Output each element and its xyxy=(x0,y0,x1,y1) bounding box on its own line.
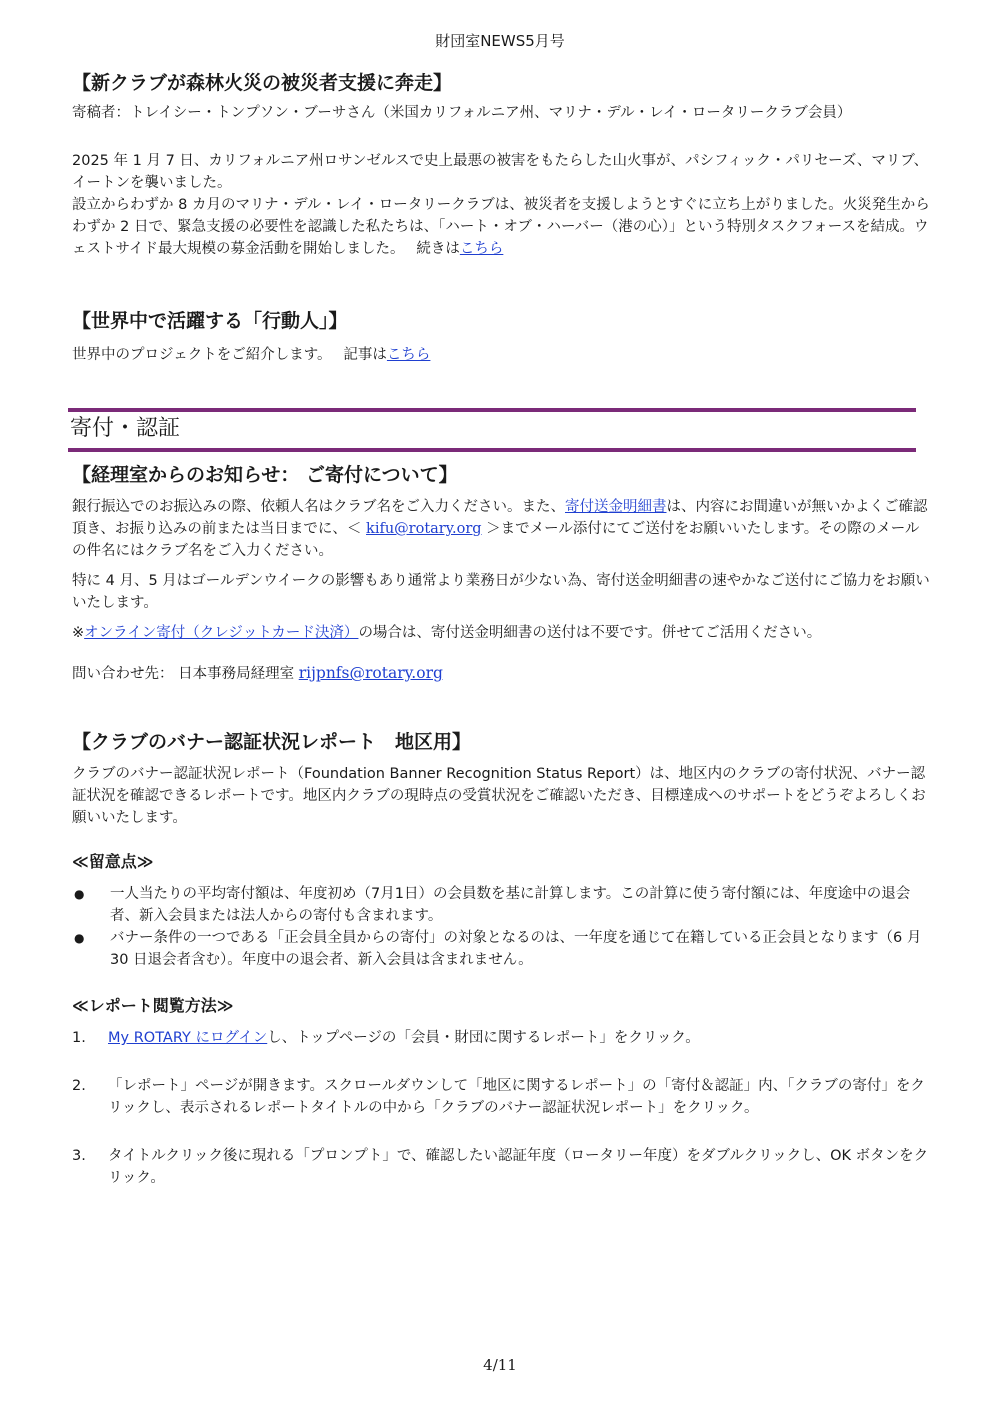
online-donation-link[interactable]: オンライン寄付（クレジットカード決済） xyxy=(84,625,359,641)
note-mark: ※ xyxy=(72,625,85,641)
page-content xyxy=(72,70,932,1189)
list-item xyxy=(72,927,932,971)
notice-p1-text-a: 銀行振込でのお振込みの際、依頼人名はクラブ名をご入力ください。また、 xyxy=(72,499,565,515)
my-rotary-login-link[interactable]: My ROTARY にログイン xyxy=(108,1030,268,1046)
report-heading: 【クラブのバナー認証状況レポート 地区用】 xyxy=(72,731,472,753)
article-paragraph-1: 2025 年 1 月 7 日、カリフォルニア州ロサンゼルスで史上最悪の被害をもたらした山火事が、パシフィック・パリセーズ、マリブ、イートンを襲いました。 xyxy=(72,153,929,191)
article-heading-wildfire: 【新クラブが森林火災の被災者支援に奔走】 xyxy=(72,72,453,94)
page-number: 4/11 xyxy=(483,1356,517,1374)
step-text: タイトルクリック後に現れる「プロンプト」で、確認したい認証年度（ロータリー年度）をダブルクリックし、OK ボタンをクリック。 xyxy=(108,1148,929,1186)
continue-reading-link[interactable]: こちら xyxy=(459,241,504,257)
contact-email-link[interactable]: rijpnfs@rotary.org xyxy=(298,664,443,682)
section-title-bar xyxy=(68,408,916,452)
note-text: 一人当たりの平均寄付額は、年度初め（7月1日）の会員数を基に計算します。この計算に使う寄付額には、年度途中の退会者、新入会員または法人からの寄付も含まれます。 xyxy=(110,886,911,924)
step-number: 2. xyxy=(72,1078,86,1094)
step-number: 1. xyxy=(72,1030,86,1046)
notice-paragraph-2: 特に 4 月、5 月はゴールデンウイークの影響もあり通常より業務日が少ない為、寄付送金明細書の速やかなご送付にご協力をお願いいたします。 xyxy=(72,573,930,611)
step-text: 「レポート」ページが開きます。スクロールダウンして「地区に関するレポート」の「寄付＆認証」内、「クラブの寄付」をクリックし、表示されるレポートタイトルの中から「クラブのバナー認証状況レポート」をクリック。 xyxy=(108,1078,925,1116)
notes-heading: ≪留意点≫ xyxy=(72,852,154,871)
notice-heading: 【経理室からのお知らせ： ご寄付について】 xyxy=(72,464,458,486)
section-title: 寄付・認証 xyxy=(70,416,181,441)
article-paragraph-2 xyxy=(72,194,932,260)
notice-p1-text-c: ＞までメール添付にてご送付をお願いいたします。その際のメールの件名にはクラブ名をご入力ください。 xyxy=(72,521,920,559)
notes-list xyxy=(72,883,932,971)
notice-p3-text: の場合は、寄付送金明細書の送付は不要です。併せてご活用ください。 xyxy=(358,625,822,641)
bullet-icon: ● xyxy=(74,887,85,901)
kifu-email-link[interactable]: kifu@rotary.org xyxy=(366,521,482,537)
projects-intro-text: 世界中のプロジェクトをご紹介します。 記事は xyxy=(72,347,387,363)
article-paragraph-2-text: 設立からわずか 8 カ月のマリナ・デル・レイ・ロータリークラブは、被災者を支援しようとすぐに立ち上がりました。火災発生からわずか 2 日で、緊急支援の必要性を認識した私たちは、「ハート・オブ・ハーバー（港の心）」という特別タスクフォースを結成。ウェストサイド最大規模の募金活動を開始しました。 続きは xyxy=(72,197,930,257)
notice-paragraph-1 xyxy=(72,496,932,562)
list-item xyxy=(72,1027,932,1049)
remittance-form-link[interactable]: 寄付送金明細書 xyxy=(565,499,667,515)
note-text: バナー条件の一つである「正会員全員からの寄付」の対象となるのは、一年度を通じて在籍している正会員となります（6 月 30 日退会者含む）。年度中の退会者、新入会員は含まれません。 xyxy=(110,930,922,968)
bullet-icon: ● xyxy=(74,931,85,945)
steps-list xyxy=(72,1027,932,1189)
list-item xyxy=(72,1145,932,1189)
step-number: 3. xyxy=(72,1148,86,1164)
article-link[interactable]: こちら xyxy=(386,347,431,363)
method-heading: ≪レポート閲覧方法≫ xyxy=(72,996,234,1015)
notice-paragraph-3 xyxy=(72,622,932,644)
list-item xyxy=(72,883,932,927)
list-item xyxy=(72,1075,932,1119)
report-intro: クラブのバナー認証状況レポート（Foundation Banner Recognition Status Report）は、地区内のクラブの寄付状況、バナー認証状況を確認できるレポートです。地区内クラブの現時点の受賞状況をご確認いただき、目標達成へのサポートをどうぞよろしくお願いいたします。 xyxy=(72,766,926,826)
step-text-body: し、トップページの「会員・財団に関するレポート」をクリック。 xyxy=(267,1030,700,1046)
notice-p1-text-b: は、内容にお間違いが無いかよくご確認頂き、お振り込みの前または当日までに、＜ xyxy=(72,499,928,537)
page-header: 財団室NEWS5月号 xyxy=(435,32,565,50)
contributor-line: 寄稿者：トレイシー・トンプソン・ブーサさん（米国カリフォルニア州、マリナ・デル・レイ・ロータリークラブ会員） xyxy=(72,105,852,121)
contact-label: 問い合わせ先： 日本事務局経理室 xyxy=(72,666,299,682)
contact-line xyxy=(72,662,932,685)
projects-intro xyxy=(72,344,932,366)
step-text xyxy=(108,1027,700,1049)
article-heading-people-of-action: 【世界中で活躍する「行動人」】 xyxy=(72,310,348,332)
